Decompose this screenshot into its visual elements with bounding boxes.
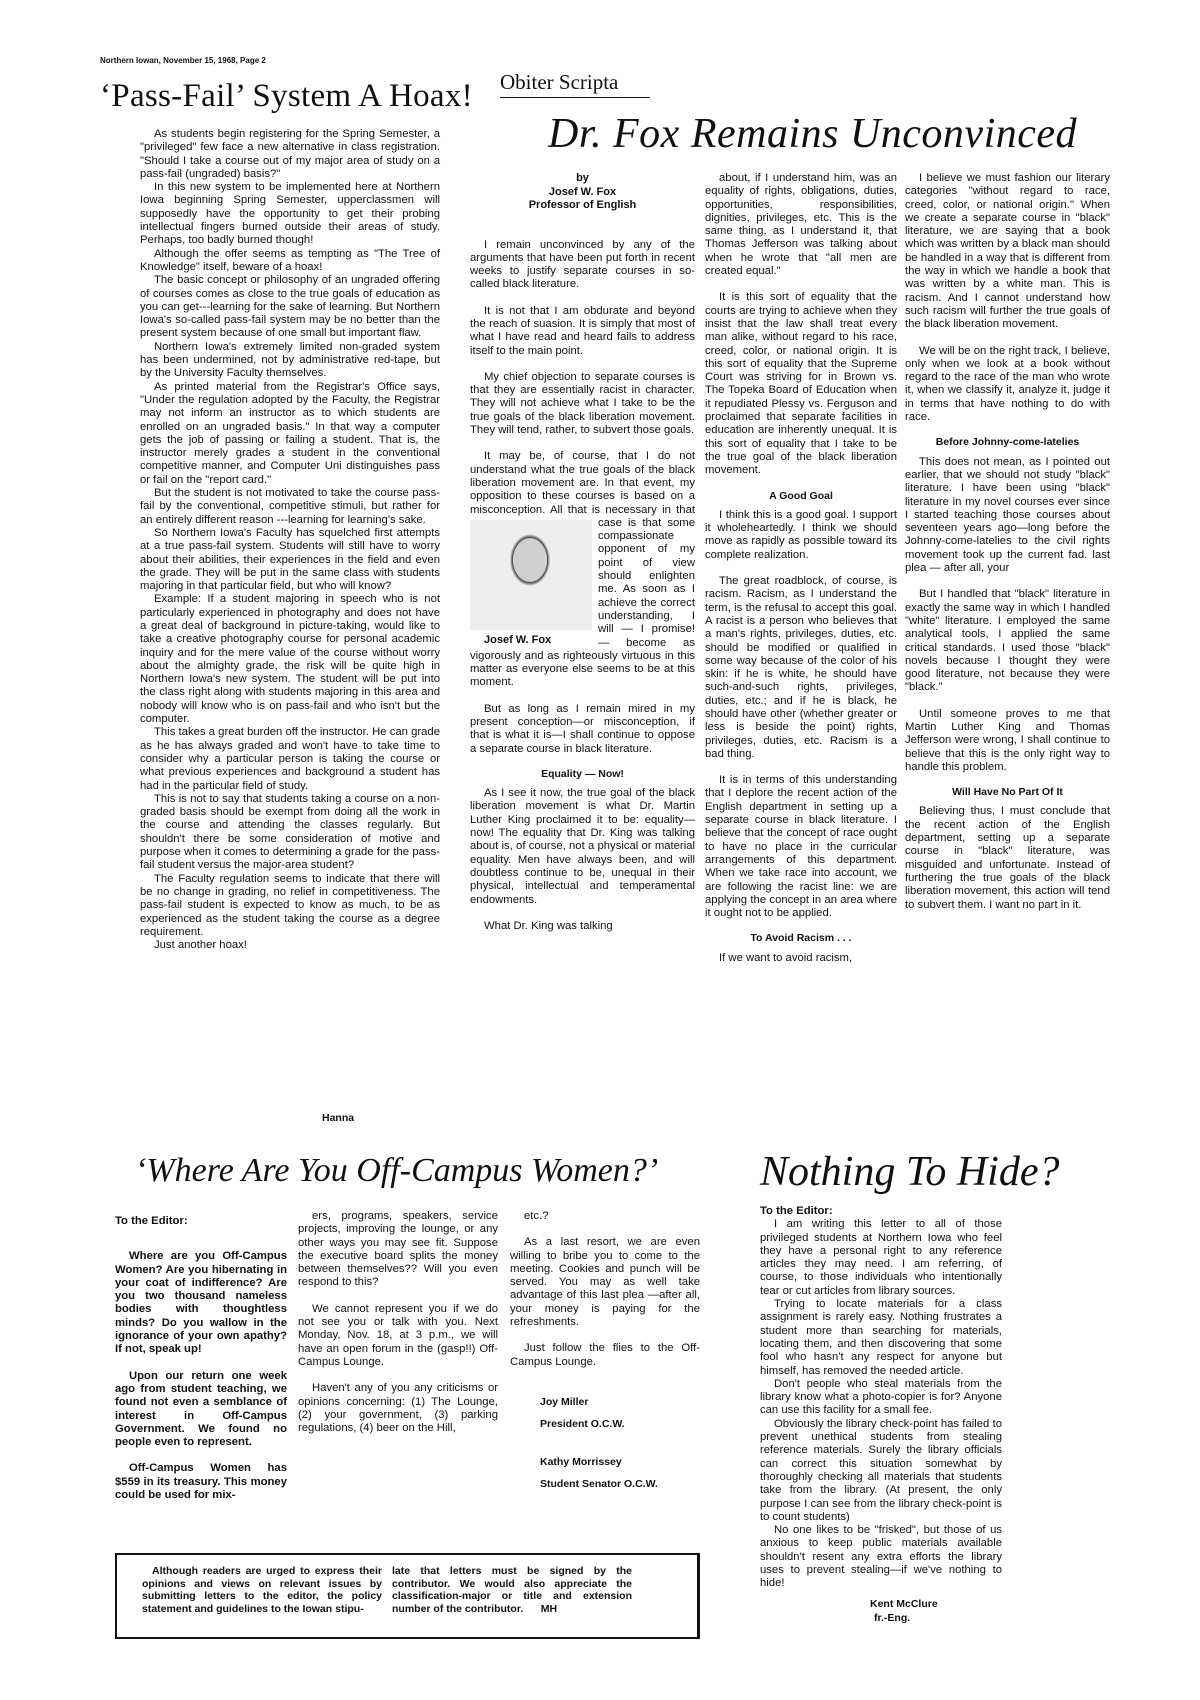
fox-column-1 — [470, 172, 695, 933]
fox-column-3 — [905, 172, 1110, 912]
column-text — [115, 1250, 287, 1502]
masthead: Northern Iowan, November 15, 1968, Page 2 — [100, 56, 266, 65]
paragraph: So Northern Iowa's Faculty has squelched first attempts at a true pass-fail system. Students will still have to worry about their abilities, their experiences in the field and even the grade. They will be put in the same class with students majoring in that particular field, but who will know? — [140, 526, 440, 593]
paragraph: In this new system to be implemented here at Northern Iowa beginning Spring Semester, upperclassmen will supposedly have the opportunity to get their probing intellectual fingers burned outside their areas of study. Perhaps, too badly burned though! — [140, 181, 440, 247]
paragraph: But as long as I remain mired in my present conception—or misconception, if that is what it is—I shall continue to oppose a separate course in black literature. — [470, 702, 695, 755]
paragraph: It is in terms of this understanding that I deplore the recent action of the English department in setting up a separate course in black literature. I believe that the concept of race ought to have no place in the curricular arrangements of this department. When we take race into account, we are following the racist line: we are applying the concept in an area where it ought not to be applied. — [705, 774, 897, 920]
women-column-1 — [115, 1215, 287, 1502]
policy-text-right — [392, 1565, 632, 1615]
signer-title: fr.-Eng. — [874, 1611, 911, 1624]
fox-column-2 — [705, 172, 897, 965]
column-text — [705, 509, 897, 921]
subhead: Before Johnny-come-latelies — [935, 436, 1080, 449]
signer-title: President O.C.W. — [540, 1417, 625, 1430]
paragraph: Haven't any of you any criticisms or opinions concerning: (1) The Lounge, (2) your government, (3) parking regulations, (4) beer on the Hill, — [298, 1382, 498, 1435]
paragraph: The Faculty regulation seems to indicate that there will be no change in grading, no relief in competitiveness. The pass-fail student is expected to know as much, to be as experienced as the student taking the course as a degree requirement. — [140, 872, 440, 938]
hide-column — [760, 1205, 1002, 1625]
column-text — [905, 172, 1110, 424]
policy-text: late that letters must be signed by the contributor. We would also appreciate the classification-major or title and extension number of the contributor. — [392, 1565, 632, 1615]
paragraph: I believe we must fashion our literary categories "without regard to race, creed, color, or national origin." When we create a separate course in "black" literature, we are saying that a book which was written by a black man should be handled in a way that is different from the way in which we handle a book that was written by a white man. This is racism. And I cannot understand how such racism will further the true goals of the black liberation movement. — [905, 172, 1110, 331]
column-text — [705, 952, 897, 965]
paragraph: My chief objection to separate courses is that they are essentially racist in character. They will not achieve what I take to be the true goals of the black liberation movement. They will tend, rather, to subvert those goals. — [470, 370, 695, 437]
paragraph — [470, 450, 695, 689]
women-column-2 — [298, 1210, 498, 1435]
column-text — [470, 787, 695, 933]
paragraph: ers, programs, speakers, service projects, improving the lounge, or any other ways you may see fit. Suppose the executive board splits the money between themselves?? Will you even respond to this? — [298, 1210, 498, 1289]
author-photo — [470, 520, 592, 647]
paragraph: The basic concept or philosophy of an ungraded offering of courses comes as close to the true goals of education as you can get---learning for the sake of learning. But Northern Iowa's so-called pass-fail system may be no better than the present system because of one small but important flaw. — [140, 274, 440, 340]
paragraph: Upon our return one week ago from student teaching, we found not even a semblance of interest in Off-Campus Government. We found no people even to represent. — [115, 1369, 287, 1449]
passfail-body — [140, 128, 440, 952]
paragraph: As a last resort, we are even willing to bribe you to come to the meeting. Cookies and punch will be served. You may as well take advantage of this last plea —after all, your money is paying for the refreshments. — [510, 1236, 700, 1329]
column-text — [760, 1218, 1002, 1590]
subhead: To Avoid Racism . . . — [750, 932, 852, 945]
paragraph: We cannot represent you if we do not see you or talk with you. Next Monday, Nov. 18, at 3 p.m., we will have an open forum in the (gasp!!) Off-Campus Lounge. — [298, 1302, 498, 1368]
paragraph-part: It may be, of course, that I do not understand what the true goals of the black liberation movement are. In that event, my opposition to these courses is based on a misconception. All that is necessary — [470, 450, 695, 516]
byline-by: by — [576, 172, 589, 184]
paragraph: about, if I understand him, was an equality of rights, obligations, duties, opportunities, responsibilities, dignities, privileges, etc. This is the same thing, as I understand it, that Thomas Jefferson was talking about when he wrote that "all men are created equal." — [705, 172, 897, 278]
women-column-3 — [510, 1210, 700, 1495]
paragraph: What Dr. King was talking — [484, 919, 613, 932]
paragraph: As students begin registering for the Spring Semester, a "privileged" few face a new alternative in class registration. "Should I take a course out of my major area of study on a pass-fail (ungraded) basis?" — [140, 128, 440, 180]
column-text — [510, 1210, 700, 1369]
subhead: A Good Goal — [769, 489, 833, 502]
paragraph: This takes a great burden off the instructor. He can grade as he has always graded and won't have to take time to consider why a particular person is taking the course or what previous experiences and background a student has had in the particular field of study. — [140, 726, 440, 792]
signer-name: Kent McClure — [870, 1597, 938, 1610]
paragraph: No one likes to be "frisked", but those of us anxious to keep public materials available shouldn't resent any extra efforts the library uses to prevent stealing—if we've nothing to hide! — [760, 1524, 1002, 1590]
salutation: To the Editor: — [115, 1215, 188, 1227]
policy-initials: MH — [540, 1602, 558, 1615]
byline-title: Professor of English — [528, 199, 637, 211]
salutation: To the Editor: — [760, 1205, 833, 1217]
paragraph: But the student is not motivated to take the course pass-fail by the conventional, competitive stimuli, but rather for an entirely different reason ---learning for learning's sake. — [140, 487, 440, 526]
paragraph: The great roadblock, of course, is racism. Racism, as I understand the term, is the refusal to accept this goal. A racist is a person who believes that a man's rights, privileges, duties, etc. should be modified or qualified in some way because of the color of his skin: if he is white, he should have such-and-such rights, privileges, duties, etc.; and if he is black, he should have other (whether greater or less is beside the point) rights, privileges, duties, etc. Racism is a bad thing. — [705, 575, 897, 760]
passfail-headline: ‘Pass-Fail’ System A Hoax! — [100, 78, 473, 114]
paragraph: It is this sort of equality that the courts are trying to achieve when they insist that the law shall treat every man alike, without regard to his race, creed, color, or national origin. It is this sort of equality that the Supreme Court was striving for in Brown vs. The Topeka Board of Education when it repudiated Plessy vs. Ferguson and proclaimed that separate facilities in education are inherently unequal. It is this sort of equality that I take to be the true goal of the black liberation movement. — [705, 291, 897, 477]
column-text — [905, 456, 1110, 775]
byline — [470, 172, 695, 213]
paragraph: Although the offer seems as tempting as "The Tree of Knowledge" itself, beware of a hoax! — [140, 247, 440, 273]
paragraph: Obviously the library check-point has failed to prevent unethical students from stealing reference materials. Surely the library officials can correct this situation somewhat by thoroughly checking all materials that students take from the library. (At present, the only purpose I can see from the library check-point is to count students) — [760, 1417, 1002, 1523]
signer-title: Student Senator O.C.W. — [540, 1477, 658, 1490]
paragraph: We will be on the right track, I believe, only when we look at a book without regard to the race of the man who wrote it, when we classify it, analyze it, judge it in terms that have nothing to do with race. — [905, 344, 1110, 424]
paragraph: It is not that I am obdurate and beyond the reach of suasion. It is simply that most of what I have read and heard fails to address itself to the main point. — [470, 304, 695, 357]
paragraph-part: in that case is that some compassionate opponent of my point of view should enlighten me. As soon as I achieve the correct understanding, I will — I promise! — become as vigorously and as righteously virtuous in this matter as everyone else seems to be at this moment. — [470, 503, 695, 689]
letters-policy-box — [115, 1553, 700, 1639]
paragraph: Northern Iowa's extremely limited non-graded system has been undermined, not by administrative red-tape, but by the University Faculty themselves. — [140, 340, 440, 380]
photo-caption: Josef W. Fox — [484, 633, 552, 646]
paragraph: I think this is a good goal. I support it wholeheartedly. I think we should move as rapidly as possible toward its complete realization. — [705, 508, 897, 561]
paragraph: Trying to locate materials for a class assignment is rarely easy. Nothing frustrates a student more than searching for materials, locating them, and then discovering that some fool who hasn't any respect for anyone but himself, has removed the needed article. — [760, 1298, 1002, 1377]
women-headline: ‘Where Are You Off-Campus Women?’ — [135, 1152, 659, 1189]
paragraph: Where are you Off-Campus Women? Are you hibernating in your coat of indifference? Are you two thousand nameless bodies with thoughtless minds? Do you wallow in the ignorance of your own apathy? If not, speak up! — [115, 1250, 287, 1356]
paragraph: Just another hoax! — [154, 939, 247, 952]
column-text — [705, 172, 897, 478]
hide-signature — [870, 1597, 1002, 1625]
column-name: Obiter Scripta — [500, 70, 650, 98]
byline-author: Josef W. Fox — [548, 185, 617, 198]
paragraph: Don't people who steal materials from the library know what a photo-copier is for? Anyone can use this facility for a small fee. — [760, 1377, 1002, 1417]
paragraph: As I see it now, the true goal of the black liberation movement is what Dr. Martin Luther King proclaimed it to be: equality—now! The equality that Dr. King was talking about is, of course, not a physical or material equality. Men have always been, and will doubtless continue to be, unequal in their physical, intellectual and temperamental endowments. — [470, 787, 695, 906]
policy-text-left: Although readers are urged to express their opinions and views on relevant issues by submitting letters to the editor, the policy statement and guidelines to the Iowan stipu- — [142, 1565, 382, 1615]
paragraph: This is not to say that students taking a course on a non-graded basis should be exempt from doing all the work in the course and attending the classes regularly. But shouldn't there be some consideration of motive and purpose when it comes to determining a grade for the pass-fail student versus the major-area student? — [140, 792, 440, 872]
fox-headline: Dr. Fox Remains Unconvinced — [548, 111, 1078, 157]
paragraph: Example: If a student majoring in speech who is not particularly experienced in photography and does not have a great deal of background in picture-taking, would like to take a creative photography course for personal academic inquiry and for the mere value of the course without worry about the almighty grade, the risk will be quite high in Northern Iowa's new system. The student will be put into the class right along with students majoring in this area and nobody will know who is on pass-fail and who isn't but the computer. — [140, 593, 440, 726]
women-signatures — [540, 1391, 700, 1495]
paragraph: I am writing this letter to all of those privileged students at Northern Iowa who feel they have a personal right to any reference articles they may need. I am referring, of course, to those individuals who intentionally tear or cut articles from library sources. — [760, 1218, 1002, 1297]
paragraph: This does not mean, as I pointed out earlier, that we should not study "black" literature. I have been using "black" literature in my novel courses ever since I started teaching those courses about seventeen years ago—long before the Johnny-come-latelies to the civil rights movement took up the current fad. last plea — after all, your — [905, 455, 1110, 575]
paragraph: Believing thus, I must conclude that the recent action of the English department, setting up a separate course in "black" literature, was misguided and unfortunate. Instead of furthering the true goals of the black liberation movement, this action will tend to subvert them. I want no part in it. — [905, 805, 1110, 911]
paragraph: I remain unconvinced by any of the arguments that have been put forth in recent weeks to justify separate courses in so-called black literature. — [470, 238, 695, 291]
paragraph: Off-Campus Women has $559 in its treasury. This money could be used for mix- — [115, 1462, 287, 1502]
paragraph: If we want to avoid racism, — [719, 951, 853, 964]
paragraph: But I handled that "black" literature in exactly the same way in which I handled "white" literature. I employed the same analytical tools, I applied the same critical standards. I used those "black" novels because I thought they were good literature, not because they were "black." — [905, 588, 1110, 694]
signer-name: Kathy Morrissey — [540, 1455, 622, 1468]
column-text — [905, 805, 1110, 911]
paragraph: Until someone proves to me that Martin Luther King and Thomas Jefferson were wrong, I shall continue to believe that this is the only right way to handle this problem. — [905, 707, 1110, 773]
portrait-image — [470, 520, 592, 630]
paragraph: etc.? — [524, 1210, 549, 1222]
subhead: Equality — Now! — [541, 767, 624, 780]
subhead: Will Have No Part Of It — [952, 786, 1063, 799]
signer-name: Joy Miller — [540, 1395, 589, 1408]
paragraph: Just follow the flies to the Off-Campus Lounge. — [510, 1342, 700, 1368]
passfail-signature: Hanna — [322, 1112, 355, 1124]
paragraph: As printed material from the Registrar's Office says, "Under the regulation adopted by the Faculty, the Registrar may not inform an instructor as to which students are enrolled on an ungraded basis." In that way a computer gets the job of passing or failing a student. That is, the instructor merely grades a student in the conventional competitive manner, and Computer Uni distinguishes pass or fail on the "report card." — [140, 380, 440, 486]
hide-headline: Nothing To Hide? — [760, 1149, 1060, 1195]
